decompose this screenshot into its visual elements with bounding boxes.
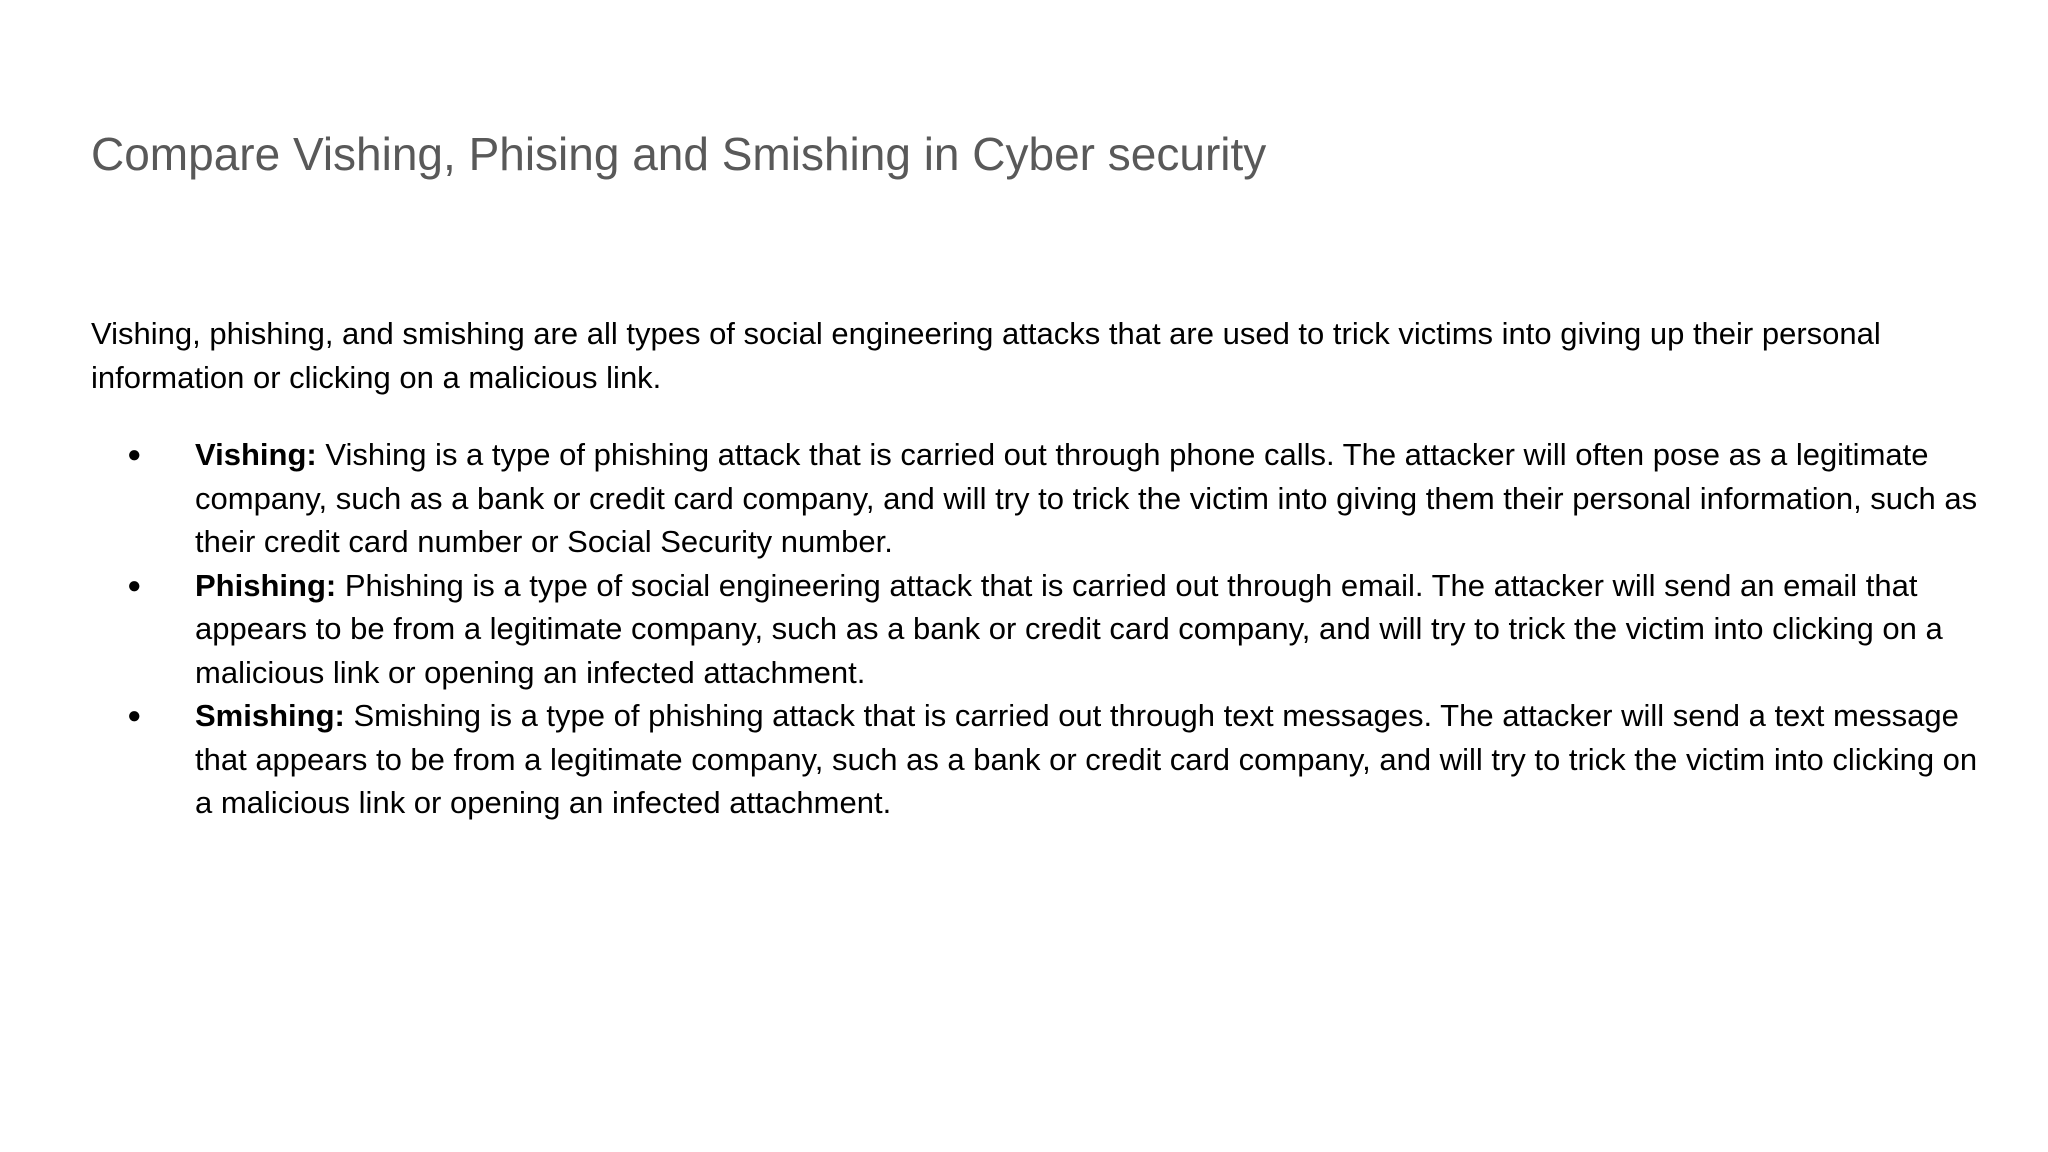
bullet-text: Vishing is a type of phishing attack that is carried out through phone calls. The attacker will often pose as a legitimate company, such as a bank or credit card company, and will try to trick the victim into giving them their personal information, such as their credit card number or Social Security number. (195, 437, 1978, 559)
bullet-dot-icon: ● (127, 441, 142, 468)
bullet-item-phishing (91, 564, 1991, 695)
bullet-text: Smishing is a type of phishing attack that is carried out through text messages. The attacker will send a text message that appears to be from a legitimate company, such as a bank or credit card company, and will try to trick the victim into clicking on a malicious link or opening an infected attachment. (195, 698, 1978, 820)
bullet-term: Smishing: (195, 698, 345, 733)
bullet-item-smishing (91, 694, 1991, 825)
bullet-text: Phishing is a type of social engineering attack that is carried out through email. The attacker will send an email that appears to be from a legitimate company, such as a bank or credit card company, and will try to trick the victim into clicking on a malicious link or opening an infected attachment. (195, 567, 1943, 690)
slide-body (91, 312, 1991, 825)
slide-title: Compare Vishing, Phising and Smishing in Cyber security (91, 128, 1267, 180)
bullet-term: Phishing: (195, 567, 337, 603)
intro-paragraph: Vishing, phishing, and smishing are all types of social engineering attacks that are used to trick victims into giving up their personal information or clicking on a malicious link. (91, 316, 1881, 395)
bullet-dot-icon: ● (127, 702, 142, 729)
bullet-item-vishing (91, 433, 1991, 564)
bullet-list (91, 433, 1991, 825)
bullet-dot-icon: ● (127, 571, 142, 599)
bullet-term: Vishing: (195, 437, 317, 472)
